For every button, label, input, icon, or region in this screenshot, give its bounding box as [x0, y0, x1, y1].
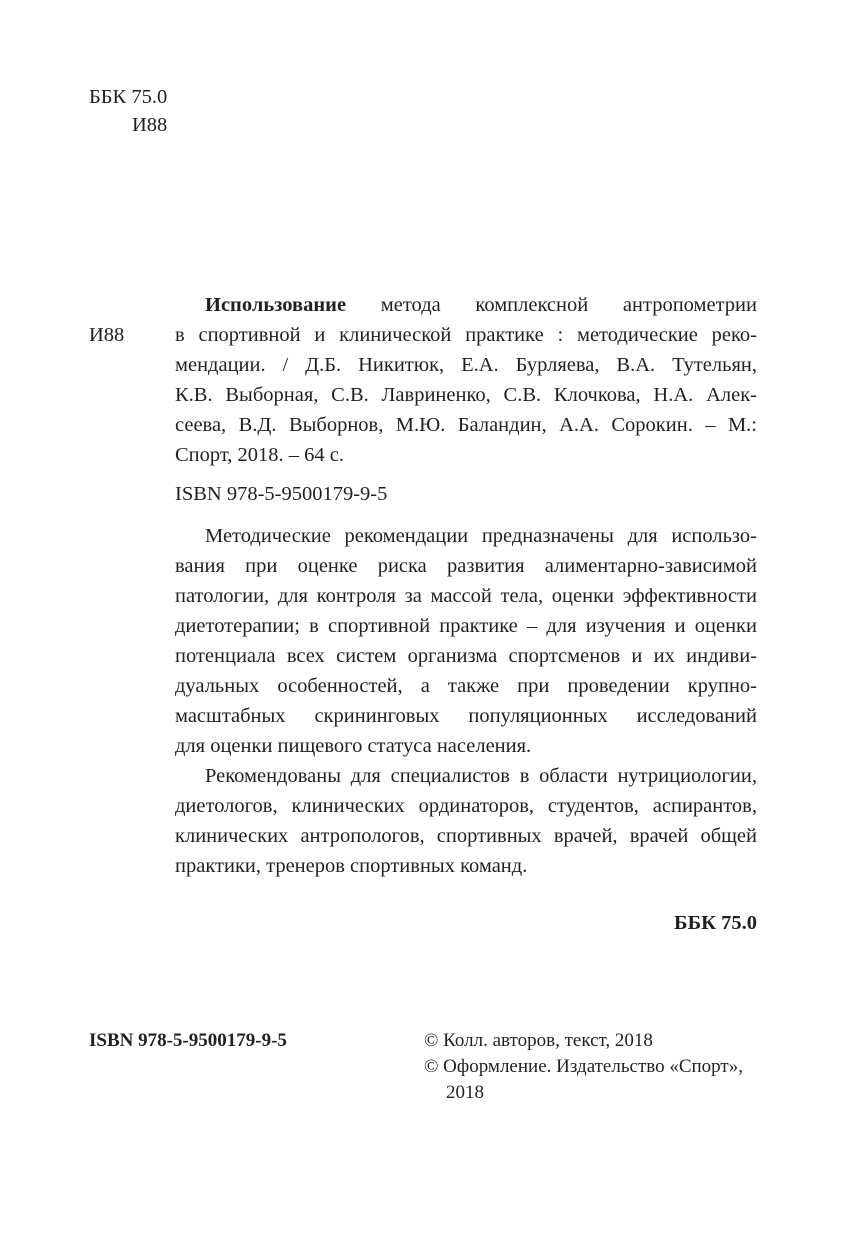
copyright-authors: © Колл. авторов, текст, 2018	[424, 1030, 653, 1051]
biblio-line-1	[175, 290, 757, 320]
annotation-p1-line: масштабных скрининговых популяционных исследований	[175, 705, 757, 727]
biblio-line-3: мендации. / Д.Б. Никитюк, Е.А. Бурляева, В.А. Тутельян,	[175, 354, 757, 376]
isbn-entry: ISBN 978-5-9500179-9-5	[175, 483, 388, 505]
biblio-line-4: К.В. Выборная, С.В. Лавриненко, С.В. Клочкова, Н.А. Алек-	[175, 384, 757, 406]
biblio-line-1-text: метода комплексной антропометрии	[380, 294, 757, 316]
bbk-code-top: ББК 75.0	[89, 86, 168, 108]
annotation-p1-line: потенциала всех систем организма спортсменов и их индиви-	[175, 645, 757, 667]
annotation-p1-line: Методические рекомендации предназначены для использо-	[205, 525, 757, 547]
author-mark-top: И88	[132, 114, 168, 136]
annotation-p1-line: вания при оценке риска развития алиментарно-зависимой	[175, 555, 757, 577]
author-mark-left: И88	[89, 324, 125, 346]
annotation-p2-line: клинических антропологов, спортивных врачей, врачей общей	[175, 825, 757, 847]
bibliographic-entry	[175, 290, 757, 470]
annotation-p1-line: патологии, для контроля за массой тела, оценки эффективности	[175, 585, 757, 607]
annotation-p1-line: для оценки пищевого статуса населения.	[175, 735, 532, 757]
annotation-p1-line: диетотерапии; в спортивной практике – для изучения и оценки	[175, 615, 757, 637]
annotation-p2-line: диетологов, клинических ординаторов, студентов, аспирантов,	[175, 795, 757, 817]
bbk-code-bottom: ББК 75.0	[674, 912, 757, 934]
copyright-block	[424, 1028, 764, 1106]
copyright-design-year: 2018	[446, 1082, 484, 1103]
annotation-p2-line: Рекомендованы для специалистов в области нутрициологии,	[205, 765, 757, 787]
annotation-p1-line: дуальных особенностей, а также при проведении крупно-	[175, 675, 757, 697]
copyright-design: © Оформление. Издательство «Спорт»,	[424, 1056, 743, 1077]
biblio-line-2: в спортивной и клинической практике : методические реко-	[175, 324, 757, 346]
biblio-line-6: Спорт, 2018. – 64 с.	[175, 444, 345, 466]
isbn-footer: ISBN 978-5-9500179-9-5	[89, 1030, 287, 1051]
title-bold: Использование	[205, 294, 347, 316]
biblio-line-5: сеева, В.Д. Выборнов, М.Ю. Баландин, А.А. Сорокин. – М.:	[175, 414, 757, 436]
annotation	[175, 521, 757, 881]
annotation-p2-line: практики, тренеров спортивных команд.	[175, 855, 528, 877]
